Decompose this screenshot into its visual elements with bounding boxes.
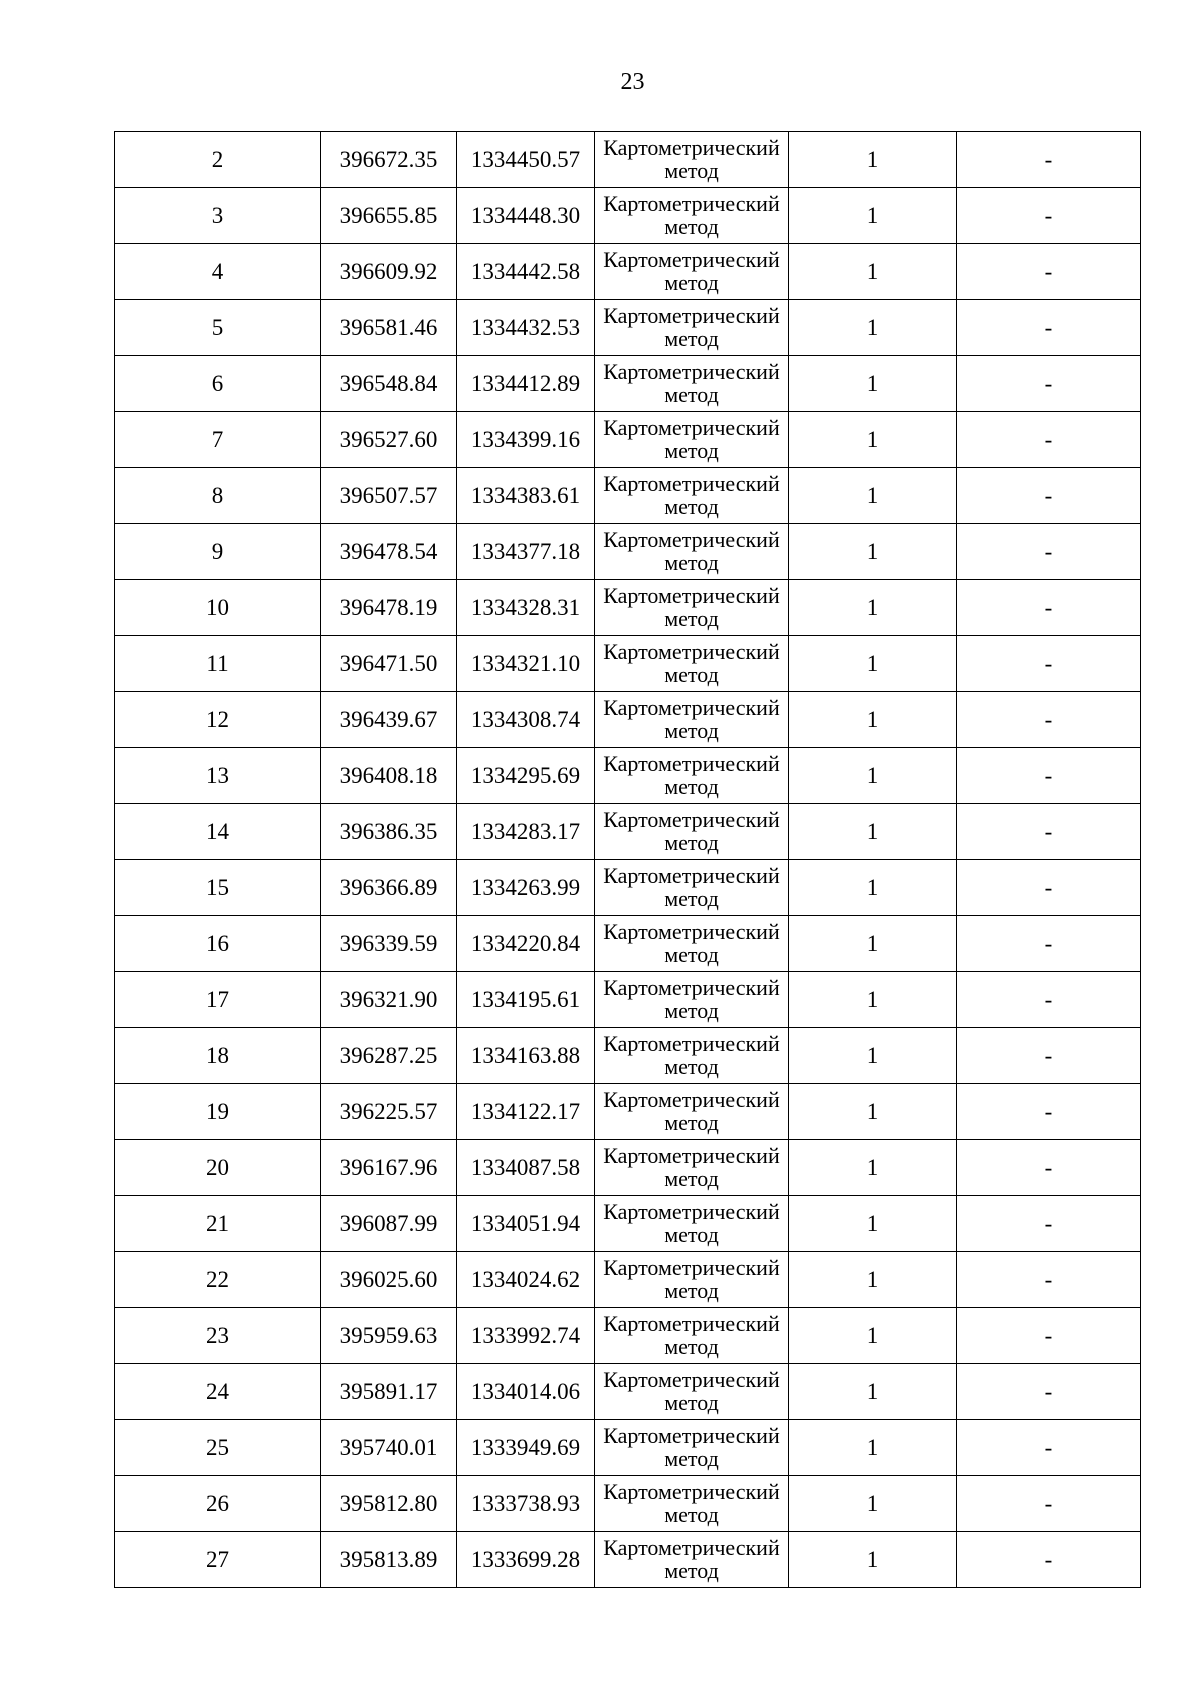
note-cell: - <box>957 916 1141 972</box>
method-cell <box>595 1364 789 1420</box>
table-row <box>115 1028 1141 1084</box>
accuracy-cell: 1 <box>789 132 957 188</box>
table-row <box>115 412 1141 468</box>
point-number-cell: 18 <box>115 1028 321 1084</box>
accuracy-cell: 1 <box>789 524 957 580</box>
method-line-2: метод <box>664 1277 719 1303</box>
method-cell <box>595 1140 789 1196</box>
method-cell <box>595 412 789 468</box>
note-cell: - <box>957 1252 1141 1308</box>
y-coordinate-cell: 1334448.30 <box>457 188 595 244</box>
accuracy-cell: 1 <box>789 412 957 468</box>
y-coordinate-cell: 1334321.10 <box>457 636 595 692</box>
method-line-1: Картометрический <box>603 526 780 552</box>
note-cell: - <box>957 412 1141 468</box>
note-cell: - <box>957 636 1141 692</box>
note-cell: - <box>957 748 1141 804</box>
point-number-cell: 10 <box>115 580 321 636</box>
point-number-cell: 25 <box>115 1420 321 1476</box>
x-coordinate-cell: 396025.60 <box>321 1252 457 1308</box>
accuracy-cell: 1 <box>789 1420 957 1476</box>
point-number-cell: 23 <box>115 1308 321 1364</box>
x-coordinate-cell: 396339.59 <box>321 916 457 972</box>
point-number-cell: 12 <box>115 692 321 748</box>
method-cell <box>595 356 789 412</box>
method-line-1: Картометрический <box>603 470 780 496</box>
point-number-cell: 11 <box>115 636 321 692</box>
x-coordinate-cell: 395812.80 <box>321 1476 457 1532</box>
method-cell <box>595 1028 789 1084</box>
note-cell: - <box>957 300 1141 356</box>
note-cell: - <box>957 580 1141 636</box>
accuracy-cell: 1 <box>789 860 957 916</box>
accuracy-cell: 1 <box>789 748 957 804</box>
y-coordinate-cell: 1334283.17 <box>457 804 595 860</box>
method-cell <box>595 860 789 916</box>
x-coordinate-cell: 396366.89 <box>321 860 457 916</box>
table-row <box>115 1140 1141 1196</box>
method-line-2: метод <box>664 1165 719 1191</box>
method-cell <box>595 1308 789 1364</box>
method-cell <box>595 580 789 636</box>
x-coordinate-cell: 396478.19 <box>321 580 457 636</box>
x-coordinate-cell: 396527.60 <box>321 412 457 468</box>
y-coordinate-cell: 1334051.94 <box>457 1196 595 1252</box>
x-coordinate-cell: 395891.17 <box>321 1364 457 1420</box>
point-number-cell: 9 <box>115 524 321 580</box>
note-cell: - <box>957 804 1141 860</box>
point-number-cell: 15 <box>115 860 321 916</box>
note-cell: - <box>957 692 1141 748</box>
method-cell <box>595 1252 789 1308</box>
method-cell <box>595 300 789 356</box>
method-cell <box>595 1420 789 1476</box>
x-coordinate-cell: 396507.57 <box>321 468 457 524</box>
method-cell <box>595 244 789 300</box>
point-number-cell: 17 <box>115 972 321 1028</box>
method-line-1: Картометрический <box>603 1478 780 1504</box>
y-coordinate-cell: 1334450.57 <box>457 132 595 188</box>
page-number: 23 <box>620 69 645 95</box>
table-row <box>115 916 1141 972</box>
point-number-cell: 3 <box>115 188 321 244</box>
method-line-2: метод <box>664 325 719 351</box>
method-line-2: метод <box>664 1109 719 1135</box>
accuracy-cell: 1 <box>789 356 957 412</box>
accuracy-cell: 1 <box>789 972 957 1028</box>
x-coordinate-cell: 396321.90 <box>321 972 457 1028</box>
x-coordinate-cell: 396167.96 <box>321 1140 457 1196</box>
note-cell: - <box>957 1364 1141 1420</box>
point-number-cell: 13 <box>115 748 321 804</box>
method-line-2: метод <box>664 661 719 687</box>
accuracy-cell: 1 <box>789 1028 957 1084</box>
table-row <box>115 860 1141 916</box>
point-number-cell: 8 <box>115 468 321 524</box>
method-line-1: Картометрический <box>603 190 780 216</box>
method-line-1: Картометрический <box>603 638 780 664</box>
table-row <box>115 636 1141 692</box>
y-coordinate-cell: 1333992.74 <box>457 1308 595 1364</box>
table-row <box>115 1196 1141 1252</box>
method-line-2: метод <box>664 1501 719 1527</box>
table-row <box>115 1364 1141 1420</box>
method-line-2: метод <box>664 1053 719 1079</box>
accuracy-cell: 1 <box>789 636 957 692</box>
note-cell: - <box>957 1028 1141 1084</box>
accuracy-cell: 1 <box>789 1308 957 1364</box>
method-line-1: Картометрический <box>603 302 780 328</box>
accuracy-cell: 1 <box>789 692 957 748</box>
note-cell: - <box>957 1140 1141 1196</box>
table-row <box>115 1084 1141 1140</box>
method-line-1: Картометрический <box>603 134 780 160</box>
method-line-1: Картометрический <box>603 918 780 944</box>
y-coordinate-cell: 1333699.28 <box>457 1532 595 1588</box>
y-coordinate-cell: 1333738.93 <box>457 1476 595 1532</box>
table-row <box>115 1308 1141 1364</box>
method-line-2: метод <box>664 1557 719 1583</box>
method-line-2: метод <box>664 269 719 295</box>
method-line-1: Картометрический <box>603 1086 780 1112</box>
method-line-1: Картометрический <box>603 246 780 272</box>
coordinates-table <box>114 131 1141 1588</box>
note-cell: - <box>957 1420 1141 1476</box>
accuracy-cell: 1 <box>789 1084 957 1140</box>
accuracy-cell: 1 <box>789 580 957 636</box>
accuracy-cell: 1 <box>789 1140 957 1196</box>
point-number-cell: 20 <box>115 1140 321 1196</box>
y-coordinate-cell: 1334295.69 <box>457 748 595 804</box>
y-coordinate-cell: 1334163.88 <box>457 1028 595 1084</box>
note-cell: - <box>957 972 1141 1028</box>
method-line-1: Картометрический <box>603 862 780 888</box>
table-row <box>115 580 1141 636</box>
point-number-cell: 4 <box>115 244 321 300</box>
method-line-2: метод <box>664 1389 719 1415</box>
method-line-1: Картометрический <box>603 1422 780 1448</box>
table-row <box>115 972 1141 1028</box>
point-number-cell: 22 <box>115 1252 321 1308</box>
point-number-cell: 19 <box>115 1084 321 1140</box>
x-coordinate-cell: 396581.46 <box>321 300 457 356</box>
y-coordinate-cell: 1334308.74 <box>457 692 595 748</box>
method-cell <box>595 972 789 1028</box>
point-number-cell: 26 <box>115 1476 321 1532</box>
y-coordinate-cell: 1334263.99 <box>457 860 595 916</box>
accuracy-cell: 1 <box>789 1532 957 1588</box>
x-coordinate-cell: 396439.67 <box>321 692 457 748</box>
table-row <box>115 524 1141 580</box>
point-number-cell: 2 <box>115 132 321 188</box>
note-cell: - <box>957 860 1141 916</box>
y-coordinate-cell: 1334195.61 <box>457 972 595 1028</box>
note-cell: - <box>957 188 1141 244</box>
x-coordinate-cell: 396287.25 <box>321 1028 457 1084</box>
y-coordinate-cell: 1334122.17 <box>457 1084 595 1140</box>
method-line-1: Картометрический <box>603 1254 780 1280</box>
method-line-2: метод <box>664 605 719 631</box>
y-coordinate-cell: 1334377.18 <box>457 524 595 580</box>
method-line-1: Картометрический <box>603 414 780 440</box>
note-cell: - <box>957 1084 1141 1140</box>
point-number-cell: 16 <box>115 916 321 972</box>
method-cell <box>595 748 789 804</box>
method-cell <box>595 1476 789 1532</box>
method-cell <box>595 1196 789 1252</box>
x-coordinate-cell: 396609.92 <box>321 244 457 300</box>
method-line-2: метод <box>664 1445 719 1471</box>
table-row <box>115 300 1141 356</box>
method-line-1: Картометрический <box>603 1534 780 1560</box>
note-cell: - <box>957 1308 1141 1364</box>
y-coordinate-cell: 1334024.62 <box>457 1252 595 1308</box>
y-coordinate-cell: 1334328.31 <box>457 580 595 636</box>
point-number-cell: 14 <box>115 804 321 860</box>
accuracy-cell: 1 <box>789 916 957 972</box>
method-line-2: метод <box>664 549 719 575</box>
method-cell <box>595 1532 789 1588</box>
method-cell <box>595 916 789 972</box>
table-row <box>115 692 1141 748</box>
point-number-cell: 24 <box>115 1364 321 1420</box>
method-cell <box>595 804 789 860</box>
note-cell: - <box>957 244 1141 300</box>
y-coordinate-cell: 1334087.58 <box>457 1140 595 1196</box>
accuracy-cell: 1 <box>789 1364 957 1420</box>
x-coordinate-cell: 396672.35 <box>321 132 457 188</box>
table-row <box>115 804 1141 860</box>
table-row <box>115 468 1141 524</box>
method-line-2: метод <box>664 381 719 407</box>
x-coordinate-cell: 396655.85 <box>321 188 457 244</box>
accuracy-cell: 1 <box>789 1252 957 1308</box>
accuracy-cell: 1 <box>789 300 957 356</box>
point-number-cell: 7 <box>115 412 321 468</box>
method-line-1: Картометрический <box>603 750 780 776</box>
method-line-2: метод <box>664 493 719 519</box>
method-line-2: метод <box>664 997 719 1023</box>
method-line-2: метод <box>664 829 719 855</box>
point-number-cell: 5 <box>115 300 321 356</box>
y-coordinate-cell: 1334432.53 <box>457 300 595 356</box>
note-cell: - <box>957 468 1141 524</box>
x-coordinate-cell: 396408.18 <box>321 748 457 804</box>
method-cell <box>595 468 789 524</box>
method-cell <box>595 188 789 244</box>
table-row <box>115 356 1141 412</box>
method-cell <box>595 636 789 692</box>
method-line-2: метод <box>664 717 719 743</box>
y-coordinate-cell: 1334412.89 <box>457 356 595 412</box>
point-number-cell: 21 <box>115 1196 321 1252</box>
table-row <box>115 1420 1141 1476</box>
point-number-cell: 6 <box>115 356 321 412</box>
point-number-cell: 27 <box>115 1532 321 1588</box>
note-cell: - <box>957 1532 1141 1588</box>
method-line-1: Картометрический <box>603 582 780 608</box>
x-coordinate-cell: 395959.63 <box>321 1308 457 1364</box>
method-line-2: метод <box>664 941 719 967</box>
note-cell: - <box>957 1196 1141 1252</box>
method-line-2: метод <box>664 1333 719 1359</box>
method-line-2: метод <box>664 885 719 911</box>
note-cell: - <box>957 132 1141 188</box>
method-line-2: метод <box>664 213 719 239</box>
x-coordinate-cell: 396478.54 <box>321 524 457 580</box>
y-coordinate-cell: 1334442.58 <box>457 244 595 300</box>
method-line-1: Картометрический <box>603 806 780 832</box>
method-line-2: метод <box>664 437 719 463</box>
x-coordinate-cell: 396386.35 <box>321 804 457 860</box>
method-line-2: метод <box>664 773 719 799</box>
method-cell <box>595 524 789 580</box>
table-row <box>115 748 1141 804</box>
method-line-1: Картометрический <box>603 694 780 720</box>
accuracy-cell: 1 <box>789 804 957 860</box>
note-cell: - <box>957 524 1141 580</box>
accuracy-cell: 1 <box>789 244 957 300</box>
x-coordinate-cell: 395740.01 <box>321 1420 457 1476</box>
method-line-2: метод <box>664 1221 719 1247</box>
table-row <box>115 244 1141 300</box>
y-coordinate-cell: 1334399.16 <box>457 412 595 468</box>
method-line-2: метод <box>664 157 719 183</box>
method-cell <box>595 692 789 748</box>
method-line-1: Картометрический <box>603 1310 780 1336</box>
method-cell <box>595 1084 789 1140</box>
x-coordinate-cell: 396087.99 <box>321 1196 457 1252</box>
method-line-1: Картометрический <box>603 1198 780 1224</box>
accuracy-cell: 1 <box>789 468 957 524</box>
table-row <box>115 132 1141 188</box>
accuracy-cell: 1 <box>789 1476 957 1532</box>
method-cell <box>595 132 789 188</box>
method-line-1: Картометрический <box>603 1030 780 1056</box>
y-coordinate-cell: 1334220.84 <box>457 916 595 972</box>
table-row <box>115 1532 1141 1588</box>
method-line-1: Картометрический <box>603 1366 780 1392</box>
method-line-1: Картометрический <box>603 974 780 1000</box>
table-row <box>115 1252 1141 1308</box>
note-cell: - <box>957 356 1141 412</box>
note-cell: - <box>957 1476 1141 1532</box>
accuracy-cell: 1 <box>789 188 957 244</box>
table-row <box>115 1476 1141 1532</box>
x-coordinate-cell: 396225.57 <box>321 1084 457 1140</box>
method-line-1: Картометрический <box>603 358 780 384</box>
table-row <box>115 188 1141 244</box>
y-coordinate-cell: 1334383.61 <box>457 468 595 524</box>
method-line-1: Картометрический <box>603 1142 780 1168</box>
table-body <box>115 132 1141 1588</box>
x-coordinate-cell: 395813.89 <box>321 1532 457 1588</box>
x-coordinate-cell: 396548.84 <box>321 356 457 412</box>
accuracy-cell: 1 <box>789 1196 957 1252</box>
x-coordinate-cell: 396471.50 <box>321 636 457 692</box>
y-coordinate-cell: 1333949.69 <box>457 1420 595 1476</box>
y-coordinate-cell: 1334014.06 <box>457 1364 595 1420</box>
